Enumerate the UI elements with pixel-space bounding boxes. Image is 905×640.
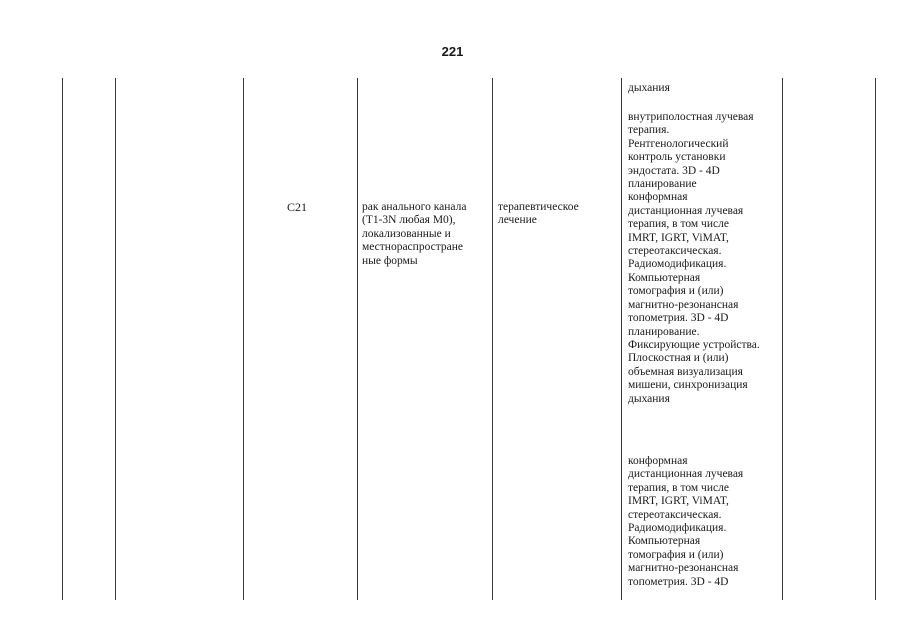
column-divider-6 bbox=[621, 78, 622, 600]
method-text-continuation: дыхания bbox=[628, 82, 670, 94]
column-divider-2 bbox=[115, 78, 116, 600]
column-divider-3 bbox=[243, 78, 244, 600]
diagnosis-cell: рак анального канала (T1-3N любая M0), локализованные и местнораспростране ные формы bbox=[362, 201, 467, 267]
method-text-intracavitary: внутриполостная лучевая терапия. Рентгенологический контроль установки эндостата. 3D - 4D планирование конформная дистанционная лучевая терапия, в том числе IMRT, IGRT, ViMAT, стереотаксическая. Радиомодификация. Компьютерная томография и (или) магнитно-резонансная топометрия. 3D - 4D планирование. Фиксирующие устройства. Плоскостная и (или) объемная визуализация мишени, синхронизация дыхания bbox=[628, 111, 760, 405]
column-divider-7 bbox=[782, 78, 783, 600]
treatment-type-cell: терапевтическое лечение bbox=[498, 201, 579, 227]
column-divider-4 bbox=[357, 78, 358, 600]
column-divider-8 bbox=[875, 78, 876, 600]
page-number: 221 bbox=[441, 44, 464, 59]
column-divider-5 bbox=[492, 78, 493, 600]
column-divider-1 bbox=[62, 78, 63, 600]
method-text-conformal: конформная дистанционная лучевая терапия, в том числе IMRT, IGRT, ViMAT, стереотаксическая. Радиомодификация. Компьютерная томография и (или) магнитно-резонансная топометрия. 3D - 4D bbox=[628, 455, 744, 588]
icd-code-cell: C21 bbox=[287, 200, 308, 214]
